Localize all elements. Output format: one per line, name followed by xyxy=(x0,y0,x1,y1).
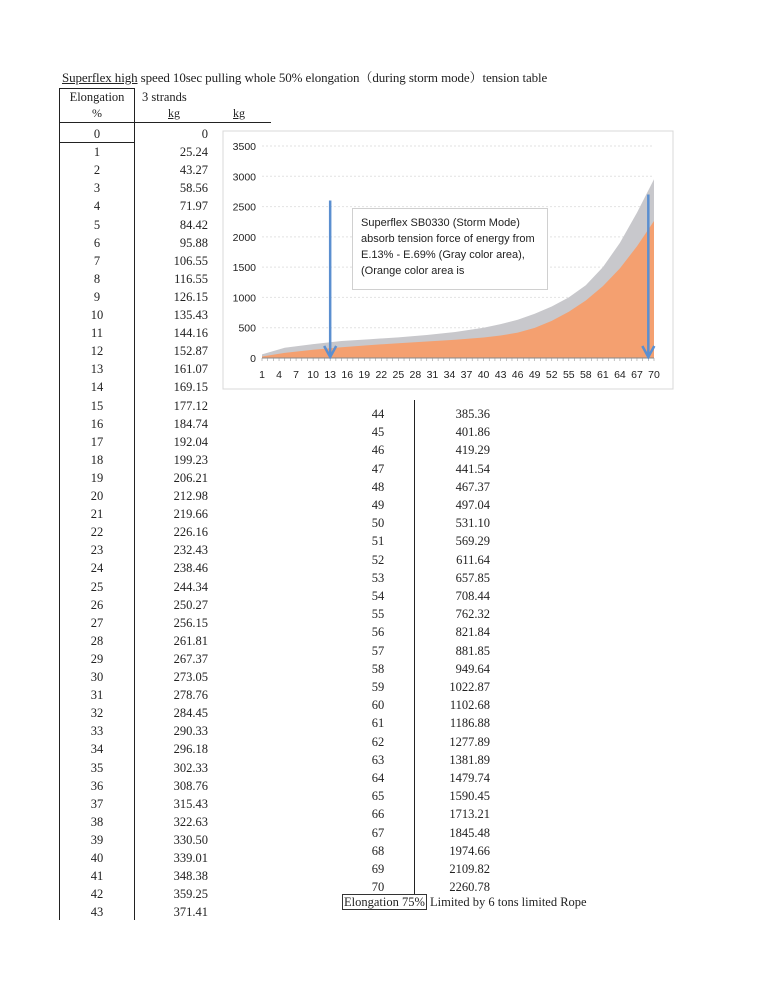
footnote: Elongation 75% Limited by 6 tons limited Rope xyxy=(344,895,587,909)
tension-cell: 708.44 xyxy=(455,589,490,603)
elongation-cell: 40 xyxy=(90,851,104,865)
elongation-cell: 50 xyxy=(371,516,385,531)
tension-cell: 84.42 xyxy=(179,217,208,232)
header-strands: 3 strands xyxy=(142,90,187,104)
elongation-cell: 57 xyxy=(371,643,385,658)
elongation-cell: 5 xyxy=(93,217,101,232)
table-row xyxy=(60,270,220,288)
elongation-cell: 45 xyxy=(371,425,385,440)
tension-cell: 1381.89 xyxy=(449,752,490,767)
elongation-cell: 20 xyxy=(90,489,104,503)
tension-cell: 657.85 xyxy=(455,570,490,585)
table-row xyxy=(344,478,504,496)
elongation-cell: 25 xyxy=(90,579,104,594)
elongation-cell: 56 xyxy=(371,625,385,640)
elongation-cell: 23 xyxy=(90,543,104,558)
table-row xyxy=(60,360,220,378)
table-row xyxy=(344,805,504,823)
table-row xyxy=(344,787,504,805)
y-tick-label: 2500 xyxy=(232,201,256,214)
x-tick-label: 7 xyxy=(293,369,300,381)
tension-cell: 308.76 xyxy=(173,778,208,793)
table-row xyxy=(60,614,220,632)
table-row xyxy=(60,306,220,324)
table-row xyxy=(60,578,220,596)
x-tick-label: 31 xyxy=(426,369,439,381)
elongation-cell: 13 xyxy=(90,362,104,377)
elongation-cell: 66 xyxy=(371,807,385,822)
elongation-cell: 21 xyxy=(90,507,104,522)
tension-cell: 25.24 xyxy=(179,145,208,160)
x-tick-label: 46 xyxy=(511,369,524,381)
table-row xyxy=(344,514,504,532)
tension-cell: 371.41 xyxy=(173,905,208,920)
tension-cell: 359.25 xyxy=(173,887,208,902)
tension-cell: 278.76 xyxy=(173,688,208,703)
tension-cell: 1713.21 xyxy=(449,807,490,822)
tension-cell: 302.33 xyxy=(173,760,208,775)
table-row xyxy=(344,733,504,751)
table-row xyxy=(60,125,220,143)
elongation-cell: 49 xyxy=(371,498,385,512)
table-row xyxy=(60,885,220,903)
tension-cell: 261.81 xyxy=(173,633,208,648)
elongation-cell: 43 xyxy=(90,905,104,920)
tension-cell: 135.43 xyxy=(173,308,208,322)
table-row xyxy=(344,405,504,423)
table-row xyxy=(60,505,220,523)
tension-cell: 1845.48 xyxy=(449,825,490,840)
table-row xyxy=(60,831,220,849)
tension-cell: 95.88 xyxy=(179,235,208,250)
x-tick-label: 1 xyxy=(259,369,265,381)
header-kg-2: kg xyxy=(233,106,245,120)
tension-cell: 322.63 xyxy=(173,814,208,829)
tension-cell: 401.86 xyxy=(455,425,490,440)
x-tick-label: 64 xyxy=(614,369,626,381)
elongation-cell: 27 xyxy=(90,615,104,630)
table-row xyxy=(344,587,504,605)
x-tick-label: 28 xyxy=(409,369,422,381)
tension-cell: 1186.88 xyxy=(449,716,490,731)
tension-cell: 267.37 xyxy=(173,651,208,666)
elongation-cell: 68 xyxy=(371,843,385,858)
table-row xyxy=(60,722,220,740)
elongation-cell: 37 xyxy=(90,796,104,811)
chart-annotation: Superflex SB0330 (Storm Mode) absorb tension force of energy from E.13% - E.69% (Gray color area), (Orange color area is xyxy=(352,208,548,290)
tension-cell: 43.27 xyxy=(179,163,208,178)
y-tick-label: 3500 xyxy=(232,141,256,153)
x-tick-label: 34 xyxy=(443,369,456,381)
elongation-cell: 42 xyxy=(90,887,104,902)
tension-cell: 238.46 xyxy=(173,561,208,576)
y-tick-label: 500 xyxy=(238,322,256,335)
table-row xyxy=(60,795,220,813)
x-tick-label: 52 xyxy=(545,369,558,381)
elongation-cell: 17 xyxy=(90,434,104,449)
table-row xyxy=(60,252,220,270)
tension-cell: 199.23 xyxy=(173,452,208,467)
tension-cell: 184.74 xyxy=(173,416,208,431)
tension-cell: 0 xyxy=(201,127,208,141)
elongation-cell: 51 xyxy=(371,534,385,549)
elongation-cell: 61 xyxy=(371,716,385,731)
elongation-cell: 10 xyxy=(90,308,104,322)
elongation-cell: 63 xyxy=(371,752,385,767)
elongation-cell: 30 xyxy=(90,670,104,684)
elongation-cell: 65 xyxy=(371,789,385,804)
tension-cell: 330.50 xyxy=(173,832,208,847)
tension-cell: 315.43 xyxy=(173,796,208,811)
tension-cell: 152.87 xyxy=(173,344,208,359)
table-row xyxy=(60,668,220,686)
table-row xyxy=(344,496,504,514)
tension-cell: 219.66 xyxy=(173,507,208,522)
table-row xyxy=(344,860,504,878)
table-row xyxy=(344,751,504,769)
table-row xyxy=(344,423,504,441)
tension-cell: 348.38 xyxy=(173,869,208,884)
table-row xyxy=(60,867,220,885)
table-row xyxy=(60,433,220,451)
table-row xyxy=(344,569,504,587)
elongation-cell: 41 xyxy=(90,869,104,884)
table-row xyxy=(60,740,220,758)
elongation-cell: 18 xyxy=(90,452,104,467)
x-tick-label: 10 xyxy=(307,369,319,381)
tension-cell: 385.36 xyxy=(455,407,490,421)
table-header-rule xyxy=(59,122,271,123)
table-row xyxy=(60,704,220,722)
tension-cell: 116.55 xyxy=(174,271,208,286)
x-tick-label: 61 xyxy=(597,369,609,381)
tension-cell: 106.55 xyxy=(173,253,208,268)
tension-cell: 244.34 xyxy=(173,579,208,594)
tension-cell: 144.16 xyxy=(173,326,208,341)
elongation-cell: 0 xyxy=(93,127,101,141)
y-tick-label: 1500 xyxy=(232,262,256,275)
elongation-cell: 34 xyxy=(90,742,104,757)
tension-cell: 339.01 xyxy=(173,851,208,865)
tension-cell: 126.15 xyxy=(173,289,208,304)
y-tick-label: 3000 xyxy=(232,171,256,184)
table-row xyxy=(60,216,220,234)
table-row xyxy=(344,642,504,660)
tension-cell: 419.29 xyxy=(455,443,490,458)
table-row xyxy=(344,532,504,550)
tension-cell: 212.98 xyxy=(173,489,208,503)
x-tick-label: 19 xyxy=(358,369,371,381)
elongation-cell: 39 xyxy=(90,832,104,847)
table-row xyxy=(60,397,220,415)
elongation-cell: 70 xyxy=(371,880,385,895)
table-row xyxy=(344,660,504,678)
tension-cell: 169.15 xyxy=(173,380,208,395)
elongation-cell: 69 xyxy=(371,862,385,876)
elongation-cell: 1 xyxy=(93,145,101,160)
x-tick-label: 37 xyxy=(460,369,473,381)
elongation-cell: 31 xyxy=(90,688,104,703)
tension-cell: 467.37 xyxy=(455,479,490,494)
elongation-cell: 64 xyxy=(371,771,385,785)
tension-cell: 250.27 xyxy=(173,597,208,612)
elongation-cell: 26 xyxy=(90,597,104,612)
tension-cell: 531.10 xyxy=(455,516,490,531)
elongation-cell: 14 xyxy=(90,380,104,395)
table-row xyxy=(60,686,220,704)
table-top-rule xyxy=(59,88,135,89)
tension-cell: 1102.68 xyxy=(449,698,490,713)
elongation-cell: 32 xyxy=(90,706,104,721)
elongation-cell: 47 xyxy=(371,461,385,476)
tension-cell: 497.04 xyxy=(455,498,490,512)
tension-cell: 821.84 xyxy=(455,625,490,640)
tension-cell: 58.56 xyxy=(179,181,208,196)
elongation-cell: 62 xyxy=(371,734,385,749)
page-title: Superflex high speed 10sec pulling whole 50% elongation（during storm mode）tension table xyxy=(62,70,548,85)
elongation-cell: 9 xyxy=(93,289,101,304)
table-row xyxy=(344,460,504,478)
elongation-cell: 24 xyxy=(90,561,104,576)
tension-cell: 256.15 xyxy=(173,615,208,630)
table-row xyxy=(60,415,220,433)
tension-cell: 161.07 xyxy=(173,362,208,377)
table-row xyxy=(60,559,220,577)
elongation-cell: 22 xyxy=(90,525,104,540)
tension-cell: 611.64 xyxy=(456,552,490,567)
table-row xyxy=(60,903,220,921)
tension-cell: 569.29 xyxy=(455,534,490,549)
table-row xyxy=(344,769,504,787)
elongation-cell: 55 xyxy=(371,607,385,622)
elongation-cell: 67 xyxy=(371,825,385,840)
table-row xyxy=(60,179,220,197)
tension-cell: 441.54 xyxy=(455,461,490,476)
table-row xyxy=(344,714,504,732)
x-tick-label: 13 xyxy=(324,369,337,381)
table-row xyxy=(60,342,220,360)
table-row xyxy=(60,523,220,541)
table-row xyxy=(60,378,220,396)
table-row xyxy=(60,324,220,342)
x-tick-label: 67 xyxy=(631,369,643,381)
table-row xyxy=(60,143,220,161)
table-row xyxy=(344,623,504,641)
x-tick-label: 22 xyxy=(375,369,388,381)
elongation-cell: 35 xyxy=(90,760,104,775)
x-tick-label: 43 xyxy=(494,369,507,381)
elongation-cell: 48 xyxy=(371,479,385,494)
tension-cell: 226.16 xyxy=(173,525,208,540)
tension-cell: 762.32 xyxy=(455,607,490,622)
tension-cell: 206.21 xyxy=(173,470,208,485)
table-row xyxy=(60,451,220,469)
elongation-cell: 6 xyxy=(93,235,101,250)
tension-cell: 1590.45 xyxy=(449,789,490,804)
table-row xyxy=(60,759,220,777)
elongation-cell: 60 xyxy=(371,698,385,713)
elongation-cell: 3 xyxy=(93,181,101,196)
tension-cell: 192.04 xyxy=(173,434,208,449)
x-tick-label: 16 xyxy=(341,369,354,381)
x-tick-label: 25 xyxy=(392,369,405,381)
tension-cell: 273.05 xyxy=(173,670,208,684)
tension-cell: 1277.89 xyxy=(449,734,490,749)
tension-cell: 1479.74 xyxy=(449,771,490,785)
x-tick-label: 70 xyxy=(648,369,660,381)
elongation-cell: 16 xyxy=(90,416,104,431)
elongation-cell: 33 xyxy=(90,724,104,739)
header-kg-1: kg xyxy=(168,106,180,120)
tension-cell: 1022.87 xyxy=(449,680,490,694)
table-row xyxy=(344,441,504,459)
elongation-cell: 4 xyxy=(93,199,101,214)
tension-cell: 177.12 xyxy=(173,398,208,413)
tension-cell: 1974.66 xyxy=(449,843,490,858)
table-row xyxy=(344,696,504,714)
table-row xyxy=(60,161,220,179)
elongation-cell: 19 xyxy=(90,470,104,485)
x-tick-label: 40 xyxy=(477,369,490,381)
elongation-cell: 53 xyxy=(371,570,385,585)
elongation-cell: 28 xyxy=(90,633,104,648)
table-row xyxy=(60,777,220,795)
tension-cell: 290.33 xyxy=(173,724,208,739)
elongation-cell: 15 xyxy=(90,398,104,413)
header-elongation: Elongation xyxy=(69,90,125,104)
table-row xyxy=(60,650,220,668)
tension-cell: 296.18 xyxy=(173,742,208,757)
x-tick-label: 55 xyxy=(562,369,575,381)
tension-cell: 949.64 xyxy=(455,661,490,676)
elongation-cell: 12 xyxy=(90,344,104,359)
elongation-cell: 8 xyxy=(93,271,101,286)
table-row xyxy=(60,813,220,831)
tension-cell: 2109.82 xyxy=(449,862,490,876)
elongation-cell: 38 xyxy=(90,814,104,829)
y-tick-label: 2000 xyxy=(232,231,256,244)
x-tick-label: 58 xyxy=(579,369,592,381)
table-row xyxy=(344,551,504,569)
elongation-cell: 52 xyxy=(371,552,385,567)
tension-cell: 232.43 xyxy=(173,543,208,558)
table-row xyxy=(60,234,220,252)
table-row xyxy=(60,541,220,559)
elongation-cell: 2 xyxy=(93,163,101,178)
tension-cell: 71.97 xyxy=(179,199,208,214)
table-row xyxy=(344,678,504,696)
tension-cell: 284.45 xyxy=(173,706,208,721)
y-tick-label: 1000 xyxy=(232,292,256,305)
elongation-cell: 46 xyxy=(371,443,385,458)
table-row xyxy=(344,842,504,860)
table-row xyxy=(60,596,220,614)
elongation-cell: 7 xyxy=(93,253,101,268)
elongation-cell: 11 xyxy=(90,326,104,341)
elongation-cell: 44 xyxy=(371,407,385,421)
x-tick-label: 4 xyxy=(276,369,282,381)
table-row xyxy=(60,469,220,487)
elongation-cell: 36 xyxy=(90,778,104,793)
table-row xyxy=(60,849,220,867)
elongation-cell: 29 xyxy=(90,651,104,666)
header-elongation-unit: % xyxy=(92,106,102,120)
elongation-cell: 58 xyxy=(371,661,385,676)
table-row xyxy=(60,197,220,215)
table-row xyxy=(60,487,220,505)
table-row xyxy=(60,632,220,650)
elongation-cell: 54 xyxy=(371,589,385,603)
x-tick-label: 49 xyxy=(528,369,541,381)
tension-cell: 881.85 xyxy=(455,643,490,658)
table-row xyxy=(60,288,220,306)
tension-cell: 2260.78 xyxy=(449,880,490,895)
y-tick-label: 0 xyxy=(250,353,256,365)
table-row xyxy=(344,605,504,623)
table-row xyxy=(344,824,504,842)
elongation-cell: 59 xyxy=(371,680,385,694)
